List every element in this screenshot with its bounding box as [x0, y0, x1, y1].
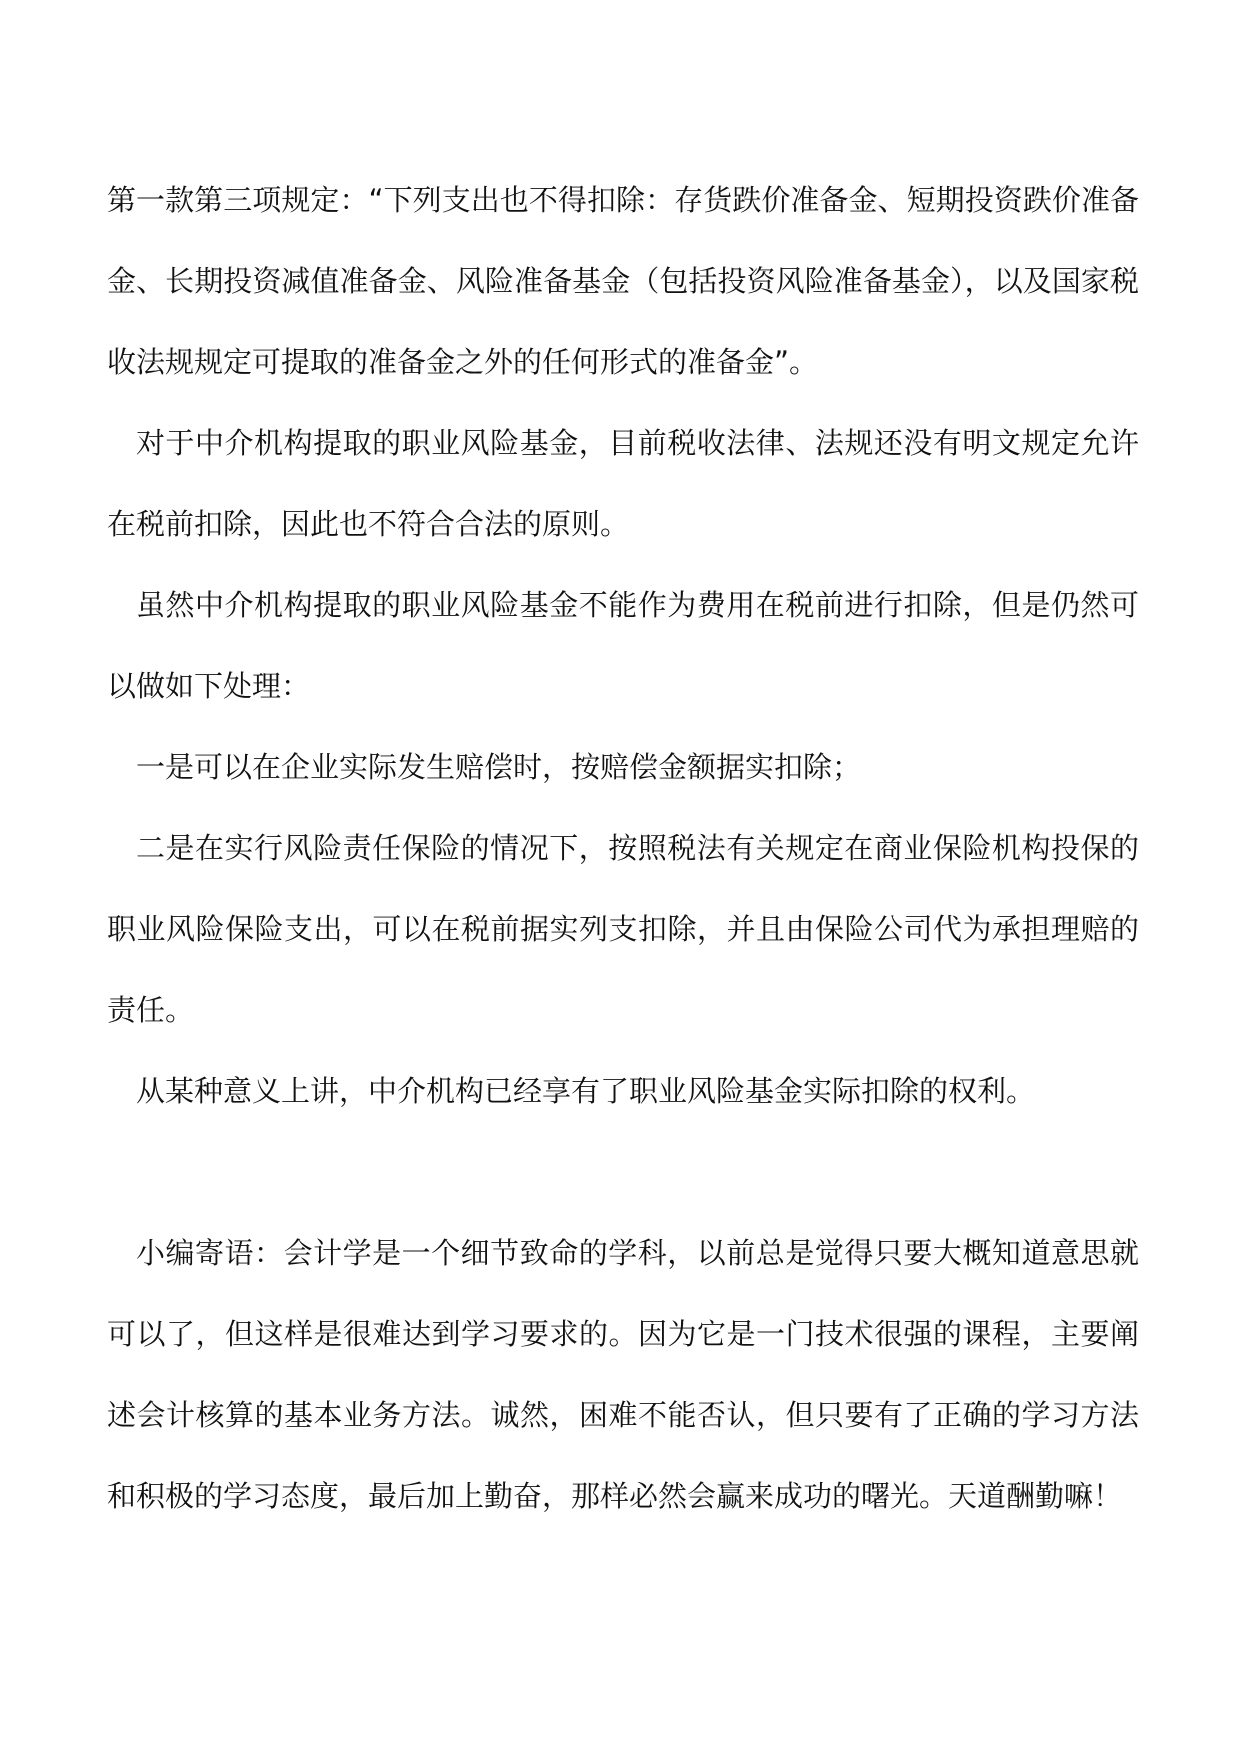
paragraph-reserve-rule: 第一款第三项规定：“下列支出也不得扣除：存货跌价准备金、短期投资跌价准备金、长期投资减值准备金、风险准备基金（包括投资风险准备基金），以及国家税收法规规定可提取的准备金之外的任何形式的准备金”。	[107, 183, 1139, 379]
paragraph-spacer	[107, 1132, 1139, 1213]
paragraph-conclusion: 从某种意义上讲，中介机构已经享有了职业风险基金实际扣除的权利。	[136, 1074, 1036, 1108]
paragraph-handling-intro: 虽然中介机构提取的职业风险基金不能作为费用在税前进行扣除，但是仍然可以做如下处理：	[107, 588, 1139, 703]
paragraph-risk-fund: 对于中介机构提取的职业风险基金，目前税收法律、法规还没有明文规定允许在税前扣除，因此也不符合合法的原则。	[107, 426, 1139, 541]
paragraph-editor-note: 小编寄语：会计学是一个细节致命的学科，以前总是觉得只要大概知道意思就可以了，但这样是很难达到学习要求的。因为它是一门技术很强的课程，主要阐述会计核算的基本业务方法。诚然，困难不能否认，但只要有了正确的学习方法和积极的学习态度，最后加上勤奋，那样必然会赢来成功的曙光。天道酬勤嘛！	[107, 1236, 1139, 1513]
paragraph-option-one: 一是可以在企业实际发生赔偿时，按赔偿金额据实扣除；	[136, 750, 862, 784]
paragraph-option-two: 二是在实行风险责任保险的情况下，按照税法有关规定在商业保险机构投保的职业风险保险支出，可以在税前据实列支扣除，并且由保险公司代为承担理赔的责任。	[107, 831, 1139, 1027]
document-page	[107, 160, 1139, 1537]
